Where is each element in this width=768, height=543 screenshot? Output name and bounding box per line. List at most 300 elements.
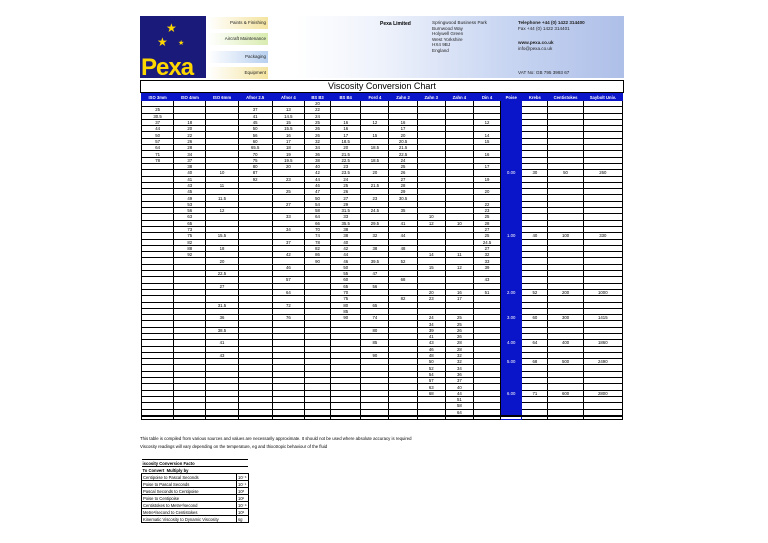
table-cell: 25 <box>304 119 330 125</box>
table-cell: 31.5 <box>331 208 361 214</box>
service-aircraft: Aircraft Maintenance <box>208 33 268 45</box>
table-cell: 41 <box>206 340 238 346</box>
table-cell: 17 <box>445 296 473 302</box>
factor-label: Metre²/second to Centistokes <box>142 509 237 516</box>
table-cell: 26 <box>445 333 473 339</box>
table-cell <box>583 416 622 420</box>
table-cell: 10 <box>206 170 238 176</box>
table-cell: 16 <box>473 151 500 157</box>
pexa-logo <box>140 16 206 78</box>
table-cell: 12 <box>417 220 445 226</box>
table-cell: 23 <box>361 195 389 201</box>
table-cell: 57 <box>272 277 304 283</box>
table-cell: 16 <box>272 132 304 138</box>
table-cell: 46 <box>331 258 361 264</box>
table-cell: 18 <box>206 245 238 251</box>
website-link[interactable]: www.pexa.co.uk <box>518 40 554 45</box>
table-cell: 44 <box>445 390 473 396</box>
table-cell: 27 <box>473 226 500 232</box>
factor-label: Centipoise to Pascal Seconds <box>142 474 237 481</box>
table-cell: 90 <box>331 315 361 321</box>
address-line: HX4 9BJ <box>432 42 451 48</box>
factor-row <box>142 502 249 509</box>
table-cell: 6.00 <box>501 390 522 396</box>
table-cell: 87 <box>238 170 272 176</box>
table-cell <box>272 409 304 416</box>
table-cell: 16 <box>331 119 361 125</box>
table-cell: 26 <box>389 170 417 176</box>
address-line: Burnwood Way <box>432 25 463 31</box>
table-cell <box>417 409 445 416</box>
telephone: Telephone +44 (0) 1422 314400 <box>518 20 585 25</box>
company-address <box>432 20 487 54</box>
table-cell: 22 <box>304 107 330 113</box>
table-cell: 43 <box>473 277 500 283</box>
table-cell: 36 <box>206 315 238 321</box>
table-cell: 1415 <box>583 315 622 321</box>
table-cell: 65 <box>361 302 389 308</box>
table-cell: 75 <box>238 157 272 163</box>
table-cell: 37 <box>238 107 272 113</box>
letterhead <box>140 16 624 78</box>
factors-header-convert <box>142 467 237 474</box>
column-header: BS B3 <box>304 94 330 101</box>
table-cell <box>272 416 304 420</box>
table-cell: 54 <box>304 201 330 207</box>
table-cell <box>331 409 361 416</box>
table-cell <box>548 416 583 420</box>
table-cell: 43 <box>206 352 238 358</box>
table-cell: 33 <box>331 214 361 220</box>
table-cell: 21.5 <box>331 151 361 157</box>
table-cell: 18.5 <box>361 145 389 151</box>
column-header: BS B4 <box>331 94 361 101</box>
table-cell <box>473 416 500 420</box>
table-cell: 34 <box>417 321 445 327</box>
table-cell: 68 <box>522 359 548 365</box>
conversion-table <box>141 93 623 420</box>
table-cell: 2.00 <box>501 289 522 295</box>
table-cell: 76 <box>272 315 304 321</box>
table-cell: 80 <box>361 327 389 333</box>
table-cell: 46 <box>417 346 445 352</box>
table-cell: 52 <box>389 258 417 264</box>
contact-phone <box>518 20 585 31</box>
table-cell: 63 <box>417 384 445 390</box>
table-cell: 20 <box>206 258 238 264</box>
column-header: ISO 3mm <box>142 94 174 101</box>
table-cell: 85 <box>361 340 389 346</box>
table-cell: 25 <box>445 315 473 321</box>
table-cell <box>361 409 389 416</box>
table-cell: 200 <box>548 289 583 295</box>
logo-text: Pexa <box>141 54 194 78</box>
table-cell: 33 <box>473 258 500 264</box>
column-header: Zahn 3 <box>417 94 445 101</box>
table-cell: 44 <box>389 233 417 239</box>
table-cell: 54 <box>417 371 445 377</box>
table-cell: 34 <box>272 226 304 232</box>
table-cell: 14 <box>417 252 445 258</box>
table-cell: 74 <box>361 315 389 321</box>
table-cell: 15.5 <box>272 126 304 132</box>
table-cell: 27 <box>206 283 238 289</box>
table-cell: 16 <box>331 126 361 132</box>
table-cell: 50 <box>548 170 583 176</box>
table-cell <box>304 409 330 416</box>
table-cell: 32 <box>361 233 389 239</box>
table-cell <box>142 409 174 416</box>
table-cell: 16 <box>445 289 473 295</box>
table-cell: 64 <box>304 214 330 220</box>
table-cell: 86 <box>304 252 330 258</box>
table-cell: 20.5 <box>389 138 417 144</box>
table-cell: 15 <box>272 119 304 125</box>
chart-title: Viscosity Conversion Chart <box>140 80 624 93</box>
factor-row <box>142 474 249 481</box>
table-cell: 41 <box>389 220 417 226</box>
table-cell: 52 <box>417 365 445 371</box>
table-cell: 300 <box>548 315 583 321</box>
table-cell: 26 <box>445 327 473 333</box>
table-cell: 44 <box>142 126 174 132</box>
table-cell: 65.5 <box>238 145 272 151</box>
table-cell: 43 <box>174 182 206 188</box>
table-cell: 24.5 <box>473 239 500 245</box>
table-cell: 25 <box>473 214 500 220</box>
table-end-row <box>142 416 623 420</box>
company-name: Pexa Limited <box>380 21 411 27</box>
table-cell: 50 <box>238 126 272 132</box>
table-cell: 10 <box>417 214 445 220</box>
table-cell: 90 <box>304 258 330 264</box>
table-row <box>142 409 623 416</box>
table-cell: 65 <box>174 220 206 226</box>
table-cell <box>238 416 272 420</box>
table-cell <box>389 409 417 416</box>
table-cell: 75 <box>174 233 206 239</box>
table-cell: 30.5 <box>142 113 174 119</box>
table-cell: 24.5 <box>361 208 389 214</box>
table-cell: 2490 <box>583 359 622 365</box>
table-cell: 78 <box>304 239 330 245</box>
factor-value: 10⁻¹ <box>238 481 247 487</box>
factor-label: Centistokes to Metre²/second <box>142 502 237 509</box>
table-cell: 68 <box>389 277 417 283</box>
service-equipment: Equipment <box>208 67 268 79</box>
table-cell: 25 <box>389 163 417 169</box>
table-cell: 37 <box>142 119 174 125</box>
table-cell: 20 <box>417 289 445 295</box>
table-cell: 2800 <box>583 390 622 396</box>
table-cell: 28 <box>389 182 417 188</box>
table-cell: 18.5 <box>331 138 361 144</box>
table-cell: 100 <box>548 233 583 239</box>
table-cell: 0.00 <box>501 170 522 176</box>
table-cell: 24 <box>389 157 417 163</box>
table-cell: 52 <box>522 289 548 295</box>
factor-row <box>142 488 249 495</box>
table-cell: 70 <box>238 151 272 157</box>
factor-label: Poise to Pascal Seconds <box>142 481 237 488</box>
table-cell: 42 <box>304 170 330 176</box>
table-cell: 16 <box>389 119 417 125</box>
table-cell: 25 <box>272 189 304 195</box>
factors-title-row <box>142 460 249 467</box>
table-cell: 44 <box>304 176 330 182</box>
table-cell: 24 <box>331 176 361 182</box>
table-cell <box>522 416 548 420</box>
table-cell: 29 <box>389 189 417 195</box>
table-cell: 17 <box>272 138 304 144</box>
table-cell: 71 <box>142 151 174 157</box>
factor-row <box>142 509 249 516</box>
table-cell: 26 <box>304 132 330 138</box>
factor-value: 10² <box>237 495 249 502</box>
table-cell: 58 <box>304 208 330 214</box>
table-cell: 25 <box>473 233 500 239</box>
table-cell: 39.5 <box>361 258 389 264</box>
disclaimer-note: This table is compiled from various sources and values are necessarily approximate. It should not be used where absolute accuracy is required <box>140 436 412 441</box>
table-cell: 30.5 <box>389 195 417 201</box>
table-cell: 23 <box>417 296 445 302</box>
table-cell: 20 <box>272 163 304 169</box>
table-cell: 12 <box>445 264 473 270</box>
table-cell: 50 <box>417 359 445 365</box>
table-cell: 37 <box>445 378 473 384</box>
table-cell: 82 <box>174 239 206 245</box>
table-cell: 82 <box>389 296 417 302</box>
table-cell: 22 <box>473 201 500 207</box>
table-cell: 40 <box>445 384 473 390</box>
table-cell: 42 <box>272 252 304 258</box>
table-cell: 70 <box>304 226 330 232</box>
table-cell: 68 <box>417 390 445 396</box>
table-cell: 90 <box>361 352 389 358</box>
table-cell: 260 <box>583 170 622 176</box>
table-cell: 92 <box>238 176 272 182</box>
table-cell: 46 <box>304 182 330 188</box>
table-cell: 38 <box>174 163 206 169</box>
table-cell: 58 <box>445 403 473 409</box>
table-cell: 11.5 <box>206 195 238 201</box>
table-cell: 23 <box>331 163 361 169</box>
contact-web <box>518 40 554 51</box>
table-cell: 20 <box>174 126 206 132</box>
table-cell: 60 <box>238 138 272 144</box>
table-cell: 4.00 <box>501 340 522 346</box>
factors-head-2: Multiply by <box>166 467 189 473</box>
table-cell: 31.5 <box>206 302 238 308</box>
factor-row <box>142 481 249 488</box>
table-cell <box>548 409 583 416</box>
table-cell: 18.5 <box>361 157 389 163</box>
table-cell: 80 <box>331 302 361 308</box>
table-cell: 22.5 <box>331 157 361 163</box>
table-header-row <box>142 94 623 101</box>
table-cell: 50 <box>142 132 174 138</box>
table-cell: 40 <box>522 233 548 239</box>
table-cell: 70 <box>331 289 361 295</box>
email-link[interactable]: info@pexa.co.uk <box>518 45 553 51</box>
factor-value: 10⁶ <box>237 509 249 516</box>
table-cell: 60 <box>522 315 548 321</box>
table-cell: 47 <box>304 189 330 195</box>
table-cell: 26 <box>331 189 361 195</box>
table-cell: 27 <box>331 195 361 201</box>
table-cell: 75 <box>331 296 361 302</box>
table-cell: 78 <box>142 157 174 163</box>
factor-label: Pascal Seconds to Centipoise <box>142 488 237 495</box>
factor-value: 10³ <box>237 488 249 495</box>
table-cell: 32 <box>445 352 473 358</box>
table-cell: 25 <box>331 182 361 188</box>
table-cell <box>238 409 272 416</box>
service-paints: Paints & Finishing <box>208 17 268 29</box>
table-cell: 5.00 <box>501 359 522 365</box>
table-cell: 28 <box>174 145 206 151</box>
vat-number: VAT No: GB 795 3993 67 <box>518 70 570 75</box>
table-cell: 42 <box>331 245 361 251</box>
factor-label: Kinematic Viscosity to Dynamic Viscosity <box>142 516 237 523</box>
table-cell <box>417 416 445 420</box>
table-cell: 40 <box>331 239 361 245</box>
table-cell: 26 <box>304 126 330 132</box>
table-cell: 34 <box>304 145 330 151</box>
table-cell: 82 <box>304 245 330 251</box>
table-cell <box>583 409 622 416</box>
column-header: Din 4 <box>473 94 500 101</box>
table-cell: 23 <box>272 176 304 182</box>
table-cell: 56 <box>361 283 389 289</box>
table-cell: 35.5 <box>331 220 361 226</box>
table-cell <box>473 409 500 416</box>
table-cell: 40 <box>174 170 206 176</box>
factor-row <box>142 495 249 502</box>
table-cell: 19 <box>473 176 500 182</box>
table-cell <box>304 416 330 420</box>
table-cell: 46 <box>272 264 304 270</box>
table-cell: 30 <box>522 170 548 176</box>
table-cell: 23 <box>473 208 500 214</box>
table-cell <box>142 416 174 420</box>
table-cell: 25 <box>142 107 174 113</box>
table-cell: 23.5 <box>331 170 361 176</box>
table-cell: 57 <box>417 378 445 384</box>
column-header: ISO 4mm <box>174 94 206 101</box>
column-header: Zahn 4 <box>445 94 473 101</box>
table-cell: 1860 <box>583 340 622 346</box>
table-cell: 48 <box>417 352 445 358</box>
table-cell: 29 <box>331 201 361 207</box>
table-cell: 15 <box>361 132 389 138</box>
factors-head-1: To Convert <box>142 467 165 473</box>
table-cell: 55 <box>331 271 361 277</box>
table-cell: 60 <box>331 277 361 283</box>
table-cell <box>331 416 361 420</box>
factor-value: 10⁻³ <box>238 474 247 480</box>
table-cell: 64 <box>142 145 174 151</box>
table-cell: 32 <box>445 359 473 365</box>
table-cell: 64 <box>445 409 473 416</box>
address-line: West Yorkshire <box>432 36 463 42</box>
table-cell <box>206 416 238 420</box>
table-cell <box>445 416 473 420</box>
table-cell: 28 <box>473 220 500 226</box>
temperature-note: Viscosity readings will vary depending on the temperature, eg and thixotropic behaviour of the fluid <box>140 444 328 449</box>
table-cell: 57 <box>142 138 174 144</box>
table-cell: 20 <box>473 189 500 195</box>
table-cell: 48 <box>389 245 417 251</box>
table-cell: 15 <box>473 138 500 144</box>
table-cell: 27 <box>272 201 304 207</box>
table-cell: 80 <box>238 163 272 169</box>
conversion-factors-table <box>141 459 249 523</box>
table-cell: 49 <box>174 195 206 201</box>
table-cell: 22.5 <box>206 271 238 277</box>
table-cell: 38 <box>331 226 361 232</box>
table-cell <box>174 416 206 420</box>
table-cell: 44 <box>331 252 361 258</box>
table-cell: 47 <box>361 271 389 277</box>
table-cell: 22.5 <box>389 151 417 157</box>
table-cell: 56 <box>238 132 272 138</box>
table-cell: 50 <box>304 195 330 201</box>
table-cell: 13 <box>272 107 304 113</box>
column-header: Krebs <box>522 94 548 101</box>
table-cell: 53 <box>174 201 206 207</box>
table-cell: 34 <box>445 365 473 371</box>
table-cell: 32 <box>304 138 330 144</box>
table-cell: 27 <box>473 245 500 251</box>
table-cell: 85 <box>331 308 361 314</box>
table-cell: 45 <box>238 119 272 125</box>
table-cell: 20 <box>331 145 361 151</box>
table-cell: 41 <box>238 113 272 119</box>
table-cell: 37 <box>272 239 304 245</box>
table-cell <box>501 416 522 420</box>
table-cell: 36 <box>445 371 473 377</box>
factor-row <box>142 516 249 523</box>
table-cell: 41 <box>174 176 206 182</box>
table-cell: 17 <box>331 132 361 138</box>
table-cell: 56 <box>174 208 206 214</box>
table-cell: 12 <box>206 208 238 214</box>
table-cell: 1000 <box>583 289 622 295</box>
column-header: Afnor 4 <box>272 94 304 101</box>
table-cell: 33 <box>272 214 304 220</box>
factor-value: 10⁻⁶ <box>238 502 247 508</box>
table-cell: 17 <box>389 126 417 132</box>
service-packaging: Packaging <box>208 51 268 63</box>
table-cell: 64 <box>522 340 548 346</box>
column-header: ISO 6mm <box>206 94 238 101</box>
table-cell: 73 <box>174 226 206 232</box>
column-header: Ford 4 <box>361 94 389 101</box>
star-icon: ★ <box>166 21 177 35</box>
table-cell: 71 <box>522 390 548 396</box>
table-cell: 63 <box>174 214 206 220</box>
table-cell: 72 <box>272 302 304 308</box>
table-cell: 21.5 <box>389 145 417 151</box>
column-header: Zahn 2 <box>389 94 417 101</box>
table-cell <box>361 416 389 420</box>
table-cell: 37 <box>174 157 206 163</box>
table-cell: 92 <box>174 252 206 258</box>
factors-title: iscosity Conversion Facto <box>142 460 249 467</box>
table-cell: 64 <box>272 289 304 295</box>
column-header: Centistokes <box>548 94 583 101</box>
